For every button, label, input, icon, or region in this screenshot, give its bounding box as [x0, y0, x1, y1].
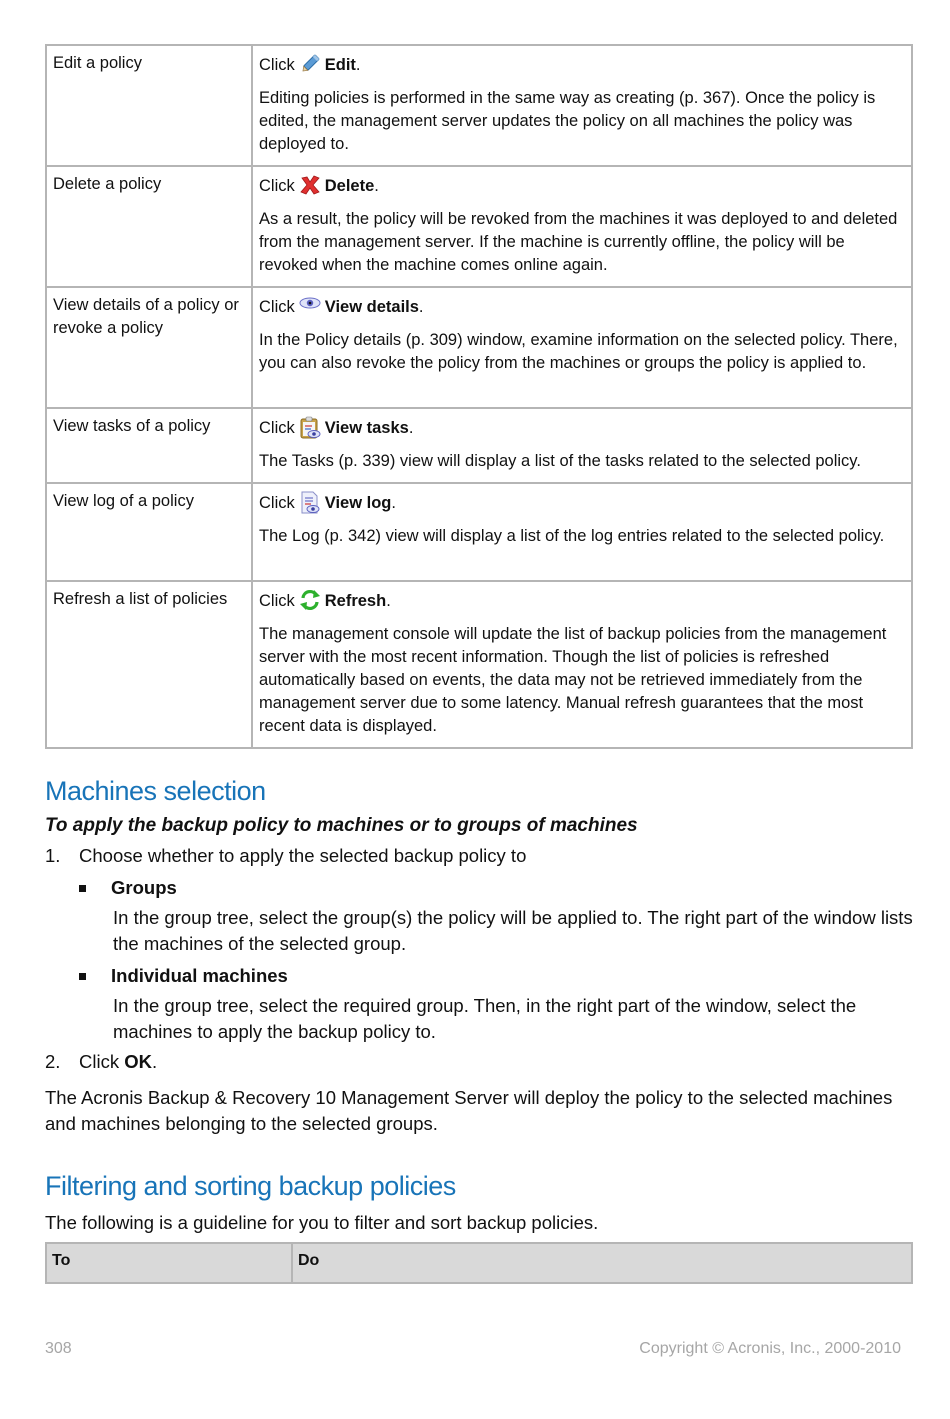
section-heading: Machines selection [45, 776, 266, 806]
do-cell: Click View details . In the Policy details (p. 309) window, examine information on the selected policy. There, you can also revoke the policy from the machines or groups the policy is applied to. [252, 287, 912, 408]
filtering-section [45, 1171, 913, 1284]
closing-paragraph: The Acronis Backup & Recovery 10 Management Server will deploy the policy to the selected machines and machines belonging to the selected groups. [45, 1087, 893, 1134]
table-row [46, 408, 912, 483]
page-content [45, 44, 913, 1284]
page-footer [45, 1340, 901, 1358]
table-row [46, 166, 912, 287]
step-2: 2. Click OK. [45, 1051, 158, 1072]
description: The Log (p. 342) view will display a list of the log entries related to the selected policy. [259, 527, 885, 545]
description: The Tasks (p. 339) view will display a list of the tasks related to the selected policy. [259, 452, 861, 470]
table-row [46, 483, 912, 581]
to-cell: View log of a policy [46, 483, 252, 581]
description: In the Policy details (p. 309) window, examine information on the selected policy. There, you can also revoke the policy from the machines or groups the policy is applied to. [259, 331, 898, 372]
view-tasks-action-label: View tasks [324, 419, 409, 437]
description: As a result, the policy will be revoked from the machines it was deployed to and deleted from the management server. If the machine is currently offline, the policy will be revoked when the machine comes online again. [259, 210, 898, 274]
description: Editing policies is performed in the same way as creating (p. 367). Once the policy is edited, the management server updates the policy on all machines the policy was deployed to. [259, 89, 876, 153]
edit-action-label: Edit [324, 56, 356, 74]
eye-view-details-icon[interactable] [299, 295, 321, 317]
to-cell: Delete a policy [46, 166, 252, 287]
intro-paragraph: The following is a guideline for you to filter and sort backup policies. [45, 1212, 599, 1233]
ok-label: OK [124, 1051, 152, 1072]
bullet-square-icon [79, 885, 86, 892]
do-cell: Click Edit . Editing policies is performed in the same way as creating (p. 367). Once the policy is edited, the management server updates the policy on all machines the policy was deployed to. [252, 45, 912, 166]
policy-actions-table [45, 44, 913, 749]
table-row [46, 581, 912, 748]
clipboard-tasks-icon[interactable] [299, 416, 321, 438]
green-refresh-icon[interactable] [299, 589, 321, 611]
machines-selection-section [45, 776, 913, 1137]
description: The management console will update the list of backup policies from the management server with the most recent information. Though the list of policies is refreshed automatically based on events, the data may not be retrieved immediately from the management server due to some latency. Manual refresh guarantees that the most recent data is displayed. [259, 625, 887, 735]
view-details-action-label: View details [324, 298, 419, 316]
to-cell: Edit a policy [46, 45, 252, 166]
delete-action-label: Delete [324, 177, 375, 195]
step-1: 1. Choose whether to apply the selected backup policy to [45, 845, 527, 866]
do-cell: Click View tasks . The Tasks (p. 339) view will display a list of the tasks related to the selected policy. [252, 408, 912, 483]
copyright: Copyright © Acronis, Inc., 2000-2010 [639, 1340, 901, 1357]
table-header-row [46, 1243, 912, 1283]
pencil-edit-icon[interactable] [299, 53, 321, 75]
bullet-square-icon [79, 973, 86, 980]
log-document-icon[interactable] [299, 491, 321, 513]
page-number: 308 [45, 1340, 72, 1357]
to-cell: Refresh a list of policies [46, 581, 252, 748]
do-cell: Click View log . The Log (p. 342) view will display a list of the log entries related to the selected policy. [252, 483, 912, 581]
to-cell: View tasks of a policy [46, 408, 252, 483]
column-header-do: Do [292, 1243, 912, 1283]
option-individual-machines: Individual machines In the group tree, select the required group. Then, in the right part of the window, select the machines to apply the backup policy to. [79, 963, 913, 1045]
do-cell: Click Refresh . The management console will update the list of backup policies from the management server with the most recent information. Though the list of policies is refreshed automatically based on events, the data may not be retrieved immediately from the management server due to some latency. Manual refresh guarantees that the most recent data is displayed. [252, 581, 912, 748]
to-cell: View details of a policy or revoke a policy [46, 287, 252, 408]
procedure-subheading: To apply the backup policy to machines or to groups of machines [45, 815, 638, 836]
red-x-delete-icon[interactable] [299, 174, 321, 196]
view-log-action-label: View log [324, 494, 392, 512]
table-row [46, 287, 912, 408]
section-heading: Filtering and sorting backup policies [45, 1171, 456, 1201]
column-header-to: To [46, 1243, 292, 1283]
table-row [46, 45, 912, 166]
refresh-action-label: Refresh [324, 592, 387, 610]
option-groups: Groups In the group tree, select the group(s) the policy will be applied to. The right part of the window lists the machines of the selected group. [79, 875, 913, 957]
do-cell: Click Delete . As a result, the policy will be revoked from the machines it was deployed to and deleted from the management server. If the machine is currently offline, the policy will be revoked when the machine comes online again. [252, 166, 912, 287]
filter-sort-table [45, 1242, 913, 1284]
